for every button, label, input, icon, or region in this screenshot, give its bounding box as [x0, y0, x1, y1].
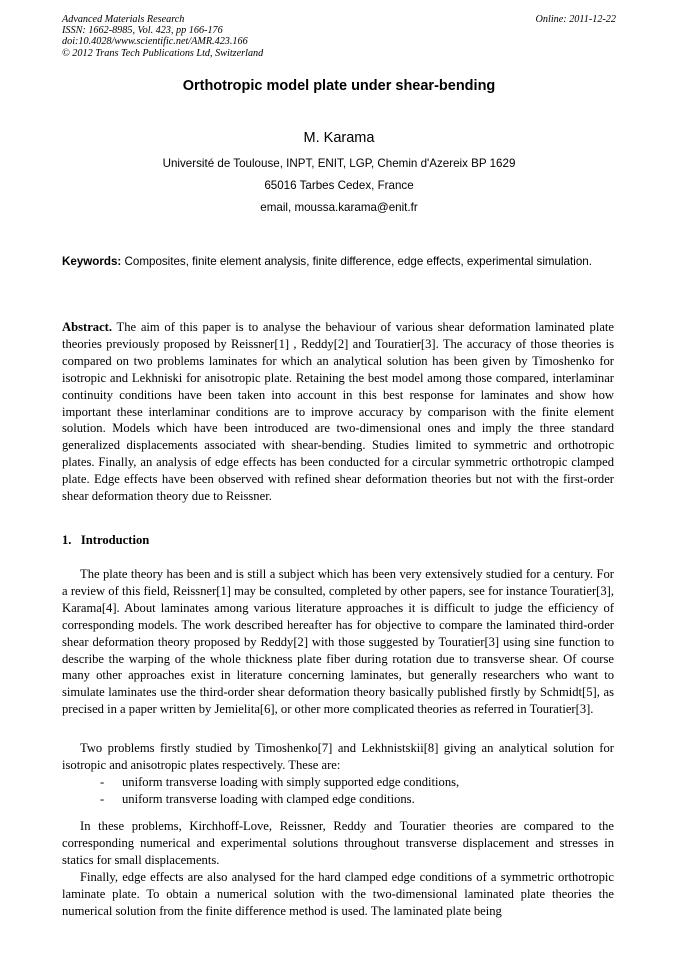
list-bullet: -	[100, 775, 105, 789]
keywords-label: Keywords:	[62, 255, 122, 268]
keywords-text: Composites, finite element analysis, finite difference, edge effects, experimental simulation.	[124, 255, 592, 268]
keywords	[62, 254, 614, 271]
intro-paragraph-1: The plate theory has been and is still a subject which has been very extensively studied for a century. For a review of this field, Reissner[1] may be consulted, completed by other papers, see for instance Touratier[3], Karama[4]. About laminates among various literature approaches it is difficult to judge the efficiency of corresponding models. The work described hereafter has for objective to compare the laminated third-order shear deformation theory proposed by Reddy[2] with those suggested by Touratier[3] using sine function to describe the warping of the whole thickness plate fiber during rotation due to transverse shear. Of course many other approaches exist in literature concerning laminates, but generally researchers who want to simulate laminates use the third-order shear deformation theory basically published firstly by Schmidt[5], as precised in a paper written by Jemielita[6], or other more complicated theories as referred in Touratier[3].	[62, 567, 614, 717]
journal-name: Advanced Materials Research	[62, 14, 185, 25]
abstract-label: Abstract.	[62, 320, 113, 334]
list-item-text: uniform transverse loading with clamped edge conditions.	[122, 791, 415, 806]
section-number: 1.	[62, 533, 72, 547]
list-item	[100, 774, 620, 791]
list-item-text: uniform transverse loading with simply supported edge conditions,	[122, 775, 460, 789]
intro-paragraph-3: In these problems, Kirchhoff-Love, Reissner, Reddy and Touratier theories are compared to the corresponding numerical and experimental solutions throughout transverse displacement and stresses in statics for small displacements.	[62, 819, 614, 867]
list-bullet: -	[100, 791, 105, 806]
issn-line: ISSN: 1662-8985, Vol. 423, pp 166-176	[62, 25, 223, 37]
list-item	[100, 791, 620, 808]
abstract-text: The aim of this paper is to analyse the behaviour of various shear deformation laminated plate theories previously proposed by Reissner[1] , Reddy[2] and Touratier[3]. The accuracy of those theories is compared on two problems laminates for which an analytical solution has been given by Timoshenko for isotropic and Lekhniski for anisotropic plate. Retaining the best model among those compared, interlaminar continuity conditions have been taken into account in this best response for laminates and show how important these interlaminar conditions are to improve accuracy by comparison with the finite element solution. Models which have been introduced are two-dimensional ones and imply the three standard generalized displacements associated with shear-bending. Studies limited to symmetric and orthotropic plates. Finally, an analysis of edge effects has been conducted for a circular symmetric orthotropic clamped plate. Edge effects have been observed with refined shear deformation theories but not with the first-order shear deformation theory due to Reissner.	[62, 320, 615, 504]
affiliation-line-1: Université de Toulouse, INPT, ENIT, LGP, Chemin d'Azereix BP 1629	[162, 157, 516, 170]
intro-paragraph-2: Two problems firstly studied by Timoshenko[7] and Lekhnistskii[8] giving an analytical solution for isotropic and anisotropic plates respectively. These are:	[62, 741, 614, 772]
problem-list	[100, 774, 620, 808]
journal-info	[62, 14, 616, 59]
copyright-line: © 2012 Trans Tech Publications Ltd, Switzerland	[62, 47, 264, 59]
author-email: email, moussa.karama@enit.fr	[260, 201, 418, 214]
abstract	[62, 319, 614, 505]
doi-line: doi:10.4028/www.scientific.net/AMR.423.166	[62, 36, 248, 48]
section-title: Introduction	[80, 533, 150, 547]
paper-title: Orthotropic model plate under shear-bending	[182, 78, 496, 94]
intro-paragraph-4: Finally, edge effects are also analysed for the hard clamped edge conditions of a symmetric orthotropic laminate plate. To obtain a numerical solution with the two-dimensional laminated plate theories the numerical solution from the finite difference method is used. The laminated plate being	[62, 870, 614, 918]
author-name: M. Karama	[303, 130, 375, 146]
section-heading	[62, 533, 149, 548]
online-date: Online: 2011-12-22	[535, 14, 616, 25]
running-header	[62, 14, 616, 59]
affiliation-line-2: 65016 Tarbes Cedex, France	[264, 179, 414, 192]
